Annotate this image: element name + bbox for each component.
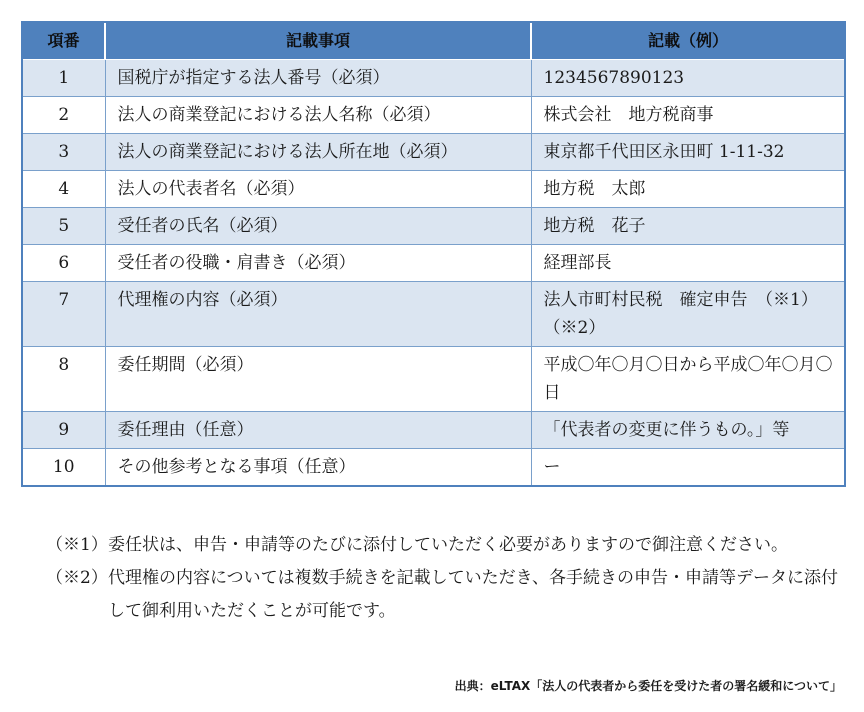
row-number: 9 xyxy=(22,412,105,449)
footnote-mark: （※1） xyxy=(46,535,108,555)
row-example: ー xyxy=(531,449,845,487)
row-example: 地方税 花子 xyxy=(531,208,845,245)
header-example: 記載（例） xyxy=(531,22,845,60)
row-item: その他参考となる事項（任意） xyxy=(105,449,531,487)
table-row xyxy=(22,208,845,245)
row-example: 東京都千代田区永田町 1-11-32 xyxy=(531,134,845,171)
row-item: 委任理由（任意） xyxy=(105,412,531,449)
row-example: 「代表者の変更に伴うもの。」等 xyxy=(531,412,845,449)
row-item: 委任期間（必須） xyxy=(105,347,531,412)
table-row xyxy=(22,449,845,487)
row-item: 法人の商業登記における法人所在地（必須） xyxy=(105,134,531,171)
row-number: 1 xyxy=(22,60,105,97)
row-example: 地方税 太郎 xyxy=(531,171,845,208)
row-item: 法人の商業登記における法人名称（必須） xyxy=(105,97,531,134)
row-item: 受任者の氏名（必須） xyxy=(105,208,531,245)
row-number: 3 xyxy=(22,134,105,171)
table-header-row xyxy=(22,22,845,60)
row-item: 法人の代表者名（必須） xyxy=(105,171,531,208)
row-item: 国税庁が指定する法人番号（必須） xyxy=(105,60,531,97)
table-row xyxy=(22,134,845,171)
table-row xyxy=(22,412,845,449)
row-number: 10 xyxy=(22,449,105,487)
footnote-2 xyxy=(46,562,846,628)
row-example: 1234567890123 xyxy=(531,60,845,97)
footnote-text: 委任状は、申告・申請等のたびに添付していただく必要がありますので御注意ください。 xyxy=(108,535,788,555)
row-number: 7 xyxy=(22,282,105,347)
table-row xyxy=(22,60,845,97)
footnotes xyxy=(46,529,846,628)
table-row xyxy=(22,282,845,347)
table-row xyxy=(22,347,845,412)
header-number: 項番 xyxy=(22,22,105,60)
row-number: 8 xyxy=(22,347,105,412)
header-item: 記載事項 xyxy=(105,22,531,60)
row-example: 株式会社 地方税商事 xyxy=(531,97,845,134)
row-item: 代理権の内容（必須） xyxy=(105,282,531,347)
table-row xyxy=(22,97,845,134)
row-number: 4 xyxy=(22,171,105,208)
source-citation: 出典：eLTAX「法人の代表者から委任を受けた者の署名緩和について」 xyxy=(454,679,842,693)
row-number: 2 xyxy=(22,97,105,134)
row-example: 平成〇年〇月〇日から平成〇年〇月〇日 xyxy=(531,347,845,412)
table-row xyxy=(22,245,845,282)
row-number: 5 xyxy=(22,208,105,245)
footnote-mark: （※2） xyxy=(46,568,108,588)
row-example: 経理部長 xyxy=(531,245,845,282)
footnote-text: 代理権の内容については複数手続きを記載していただき、各手続きの申告・申請等データに添付して御利用いただくことが可能です。 xyxy=(108,568,838,621)
table-row xyxy=(22,171,845,208)
row-example: 法人市町村民税 確定申告 （※1）（※2） xyxy=(531,282,845,347)
row-number: 6 xyxy=(22,245,105,282)
requirements-table xyxy=(21,21,846,487)
row-item: 受任者の役職・肩書き（必須） xyxy=(105,245,531,282)
footnote-1 xyxy=(46,529,846,562)
